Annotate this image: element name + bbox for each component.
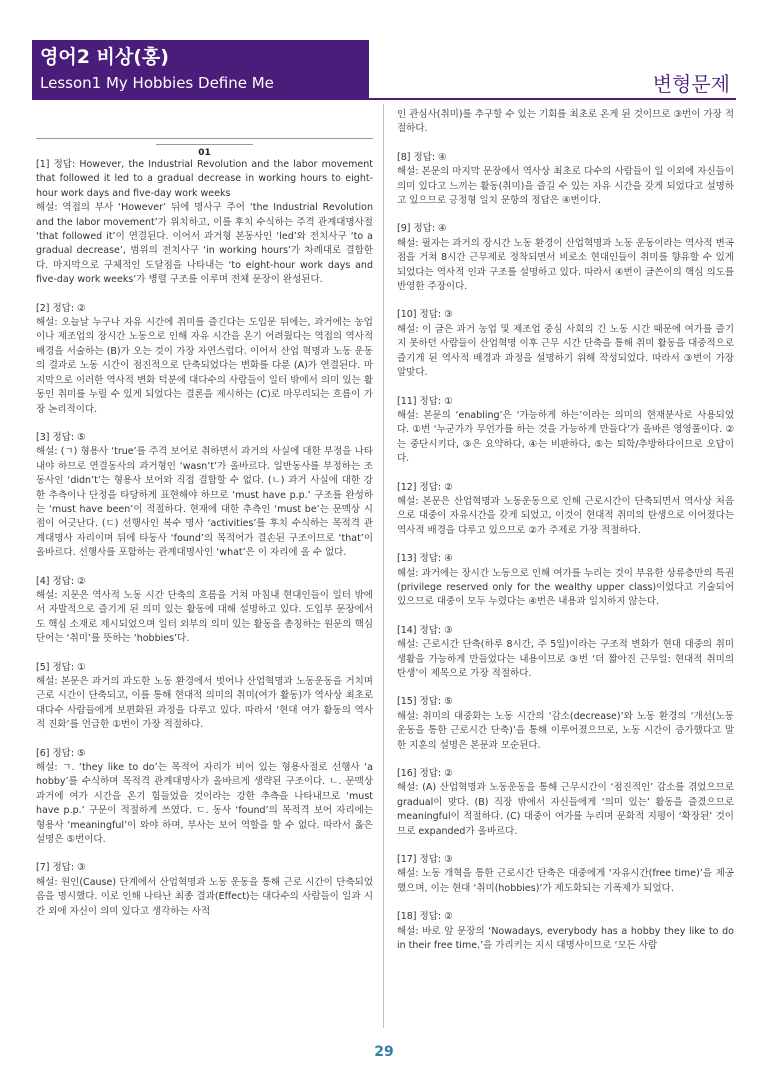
explanation: 해설: 원인(Cause) 단계에서 산업혁명과 노동 운동을 통해 근로 시간이 단축되었음을 명시했다. 이로 인해 나타난 최종 결과(Effect)는 대다수의 사람들이 일과 시간 외에 자신이 의미 있다고 생각하는 사적 bbox=[36, 876, 373, 917]
lesson-title: Lesson1 My Hobbies Define Me bbox=[40, 74, 274, 92]
explanation: 해설: 본문은 산업혁명과 노동운동으로 인해 근로시간이 단축되면서 역사상 처음으로 대중이 자유시간을 갖게 되었고, 이것이 현대적 취미의 탄생으로 이어졌다는 역사적 배경을 다루고 있으므로 ②가 주제로 가장 적절하다. bbox=[397, 495, 734, 536]
answer-item bbox=[397, 308, 734, 380]
explanation: 인 관심사(취미)를 추구할 수 있는 기회를 최초로 온게 된 것이므로 ③번이 가장 적절하다. bbox=[397, 109, 734, 135]
answer-item bbox=[36, 158, 373, 288]
answer-line: [3] 정답: ⑤ bbox=[36, 431, 86, 443]
answer-item bbox=[397, 151, 734, 209]
section-number: 01 bbox=[198, 148, 211, 158]
explanation: 해설: 역접의 부사 ‘However’ 뒤에 명사구 주어 ‘the Industrial Revolution and the labor movement’가 위치하고, 이를 후치 수식하는 주격 관계대명사절 ‘that followed it’이 연결된다. 이어서 과거형 본동사인 ‘led’와 전치사구 ‘to a gradual decrease’, 범위의 전치사구 ‘in working hours’가 차례대로 결합한다. 마지막으로 구체적인 도달점을 나타내는 ‘to eight-hour work days and five-day work weeks’가 병렬 구조를 이루며 전체 문장이 완성된다. bbox=[36, 202, 373, 286]
answer-line: [16] 정답: ② bbox=[397, 768, 453, 780]
left-column bbox=[36, 108, 373, 933]
answer-item bbox=[397, 481, 734, 539]
header-rule bbox=[32, 98, 736, 100]
explanation: 해설: 본문의 ‘enabling’은 ‘가능하게 하는’이라는 의미의 현재분사로 사용되었다. ①번 ‘누군가가 무언가를 하는 것을 가능하게 만들다’가 올바른 영영풀이다. ②는 중단시키다, ③은 요약하다, ④는 비판하다, ⑤는 퇴학/추방하다이므로 오답이다. bbox=[397, 409, 734, 465]
answer-line: [8] 정답: ④ bbox=[397, 151, 447, 163]
section-header bbox=[36, 124, 373, 158]
explanation: 해설: 본문은 과거의 과도한 노동 환경에서 벗어나 산업혁명과 노동운동을 거치며 근로 시간이 단축되고, 이를 통해 현대적 의미의 취미(여가 활동)가 역사상 최초로 대다수 사람들에게 보편화된 과정을 다루고 있다. 따라서 ‘현대 여가 활동의 역사적 진화’를 언급한 ①번이 가장 적절하다. bbox=[36, 676, 373, 731]
answer-item bbox=[36, 661, 373, 733]
answer-line: [12] 정답: ② bbox=[397, 481, 453, 493]
explanation: 해설: ㄱ. ‘they like to do’는 목적어 자리가 비어 있는 형용사절로 선행사 ‘a hobby’를 수식하며 목적격 관계대명사가 올바르게 생략된 구조이다. ㄴ. 문맥상 과거에 여가 시간을 온기 힘들었을 것이라는 강한 추측을 나타내므로 ‘must have p.p.’ 구문이 적절하게 쓰였다. ㄷ. 동사 ‘found’의 목적격 보어 자리에는 형용사 ‘meaningful’이 와야 하며, 부사는 보어 역할을 할 수 없다. 따라서 옳은 설명은 ⑤번이다. bbox=[36, 762, 373, 846]
answer-line: [5] 정답: ① bbox=[36, 661, 86, 673]
explanation: 해설: 노동 개혁을 통한 근로시간 단축은 대중에게 ‘자유시간(free time)’을 제공했으며, 이는 현대 ‘취미(hobbies)’가 제도화되는 기폭제가 되었다. bbox=[397, 868, 734, 894]
explanation: 해설: (A) 산업혁명과 노동운동을 통해 근무시간이 ‘점진적인’ 감소를 겪었으므로 gradual이 맞다. (B) 직장 밖에서 자신들에게 ‘의미 있는’ 활동을 즐겼으므로 meaningful이 적절하다. (C) 대중이 여가를 누리며 문화적 지평이 ‘확장된’ 것이므로 expanded가 올바르다. bbox=[397, 782, 734, 837]
answer-item bbox=[36, 861, 373, 919]
answer-line: [9] 정답: ④ bbox=[397, 223, 447, 235]
answer-line: [15] 정답: ⑤ bbox=[397, 696, 453, 708]
explanation: 해설: 취미의 대중화는 노동 시간의 ‘감소(decrease)’와 노동 환경의 ‘개선(노동운동을 통한 근로시간 단축)’을 통해 이루어졌으므로, 노동 시간이 증가했다고 말한 지훈의 설명은 본문과 모순된다. bbox=[397, 710, 734, 751]
answer-item bbox=[397, 395, 734, 467]
answer-line: [14] 정답: ③ bbox=[397, 624, 453, 636]
explanation: 해설: (ㄱ) 형용사 ‘true’를 주격 보어로 취하면서 과거의 사실에 대한 부정을 나타내야 하므로 연결동사의 과거형인 ‘wasn’t’가 올바르다. 일반동사를 부정하는 조동사인 ‘didn’t’는 형용사 보어와 직접 결합할 수 없다. (ㄴ) 과거 사실에 대한 강한 추측이나 단정을 타당하게 표현해야 하므로 ‘must have p.p.’ 구조를 완성하는 ‘must have been’이 적절하다. 현재에 대한 추측인 ‘must be’는 문맥상 시점이 어긋난다. (ㄷ) 선행사인 복수 명사 ‘activities’를 후치 수식하는 목적격 관계대명사 자리이며 뒤에 타동사 ‘found’의 목적어가 결손된 구조이므로 ‘that’이 올바르다. 선행사를 포함하는 관계대명사인 ‘what’은 이 자리에 올 수 없다. bbox=[36, 446, 373, 559]
answer-line: [18] 정답: ② bbox=[397, 911, 453, 923]
answer-line: [1] 정답: However, the Industrial Revolution and the labor movement that followed it led to a gradual decrease in working hours to eight-hour work days and five-day work weeks bbox=[36, 159, 373, 199]
answer-line: [7] 정답: ③ bbox=[36, 862, 86, 874]
page-number: 29 bbox=[374, 1044, 394, 1060]
explanation: 해설: 바로 앞 문장의 ‘Nowadays, everybody has a hobby they like to do in their free time.’을 가리키는 지시 대명사이므로 ‘모든 사람 bbox=[397, 925, 734, 952]
answer-line: [4] 정답: ② bbox=[36, 575, 86, 587]
answer-item bbox=[36, 747, 373, 848]
answer-item bbox=[36, 302, 373, 417]
explanation: 해설: 지문은 역사적 노동 시간 단축의 흐름을 거쳐 마침내 현대인들이 일터 밖에서 자발적으로 즐기게 된 의미 있는 활동에 대해 설명하고 있다. 도입부 문장에서도 핵심 소재로 제시되었으며 일터 외부의 의미 있는 활동을 총칭하는 원문의 핵심 단어는 ‘취미’를 뜻하는 ‘hobbies’다. bbox=[36, 589, 373, 645]
answer-item bbox=[397, 108, 734, 137]
answer-item bbox=[397, 552, 734, 610]
answer-item bbox=[397, 695, 734, 753]
answer-item bbox=[36, 431, 373, 561]
explanation: 해설: 과거에는 장시간 노동으로 인해 여가를 누리는 것이 부유한 상류층만의 특권(privilege reserved only for the wealthy upper class)이었다고 기술되어 있으므로 대중이 모두 누렸다는 ④번은 내용과 일치하지 않는다. bbox=[397, 567, 734, 608]
answer-line: [13] 정답: ④ bbox=[397, 553, 453, 565]
answer-line: [11] 정답: ① bbox=[397, 395, 453, 407]
answer-item bbox=[397, 222, 734, 294]
explanation: 해설: 필자는 과거의 장시간 노동 환경이 산업혁명과 노동 운동이라는 역사적 변곡점을 거쳐 8시간 근무제로 정착되면서 비로소 현대인들이 취미를 향유할 수 있게 되었다는 역사적 인과 구조를 설명하고 있다. 따라서 ④번이 글쓴이의 핵심 의도를 반영한 주장이다. bbox=[397, 237, 734, 293]
section-tag: 변형문제 bbox=[652, 72, 730, 96]
column-divider bbox=[383, 104, 384, 1028]
answer-item bbox=[397, 624, 734, 682]
answer-item bbox=[397, 853, 734, 896]
answer-line: [6] 정답: ⑤ bbox=[36, 747, 86, 759]
explanation: 해설: 본문의 마지막 문장에서 역사상 최초로 다수의 사람들이 일 이외에 자신들이 의미 있다고 느끼는 활동(취미)을 즐길 수 있는 자유 시간을 갖게 되었다고 설명하고 있으므로 긍정형 일치 문항의 정답은 ④번이다. bbox=[397, 166, 734, 207]
answer-item bbox=[36, 575, 373, 647]
answer-line: [17] 정답: ③ bbox=[397, 854, 453, 866]
explanation: 해설: 오늘날 누구나 자유 시간에 취미를 즐긴다는 도입문 뒤에는, 과거에는 농업이나 제조업의 장시간 노동으로 인해 자유 시간을 온기 어려웠다는 역접의 역사적 배경을 서술하는 (B)가 오는 것이 가장 자연스럽다. 이어서 산업 혁명과 노동 운동의 결과로 노동 시간이 점진적으로 단축되었다는 변화를 다룬 (A)가 연결된다. 마지막으로 이러한 역사적 변화 덕분에 대다수의 사람들이 일터 밖에서 의미 있는 활동인 취미를 누릴 수 있게 되었다는 결론을 제시하는 (C)로 마무리되는 흐름이 가장 논리적이다. bbox=[36, 317, 373, 415]
answer-item bbox=[397, 767, 734, 839]
explanation: 해설: 근로시간 단축(하루 8시간, 주 5일)이라는 구조적 변화가 현대 대중의 취미 생활을 가능하게 만들었다는 내용이므로 ③번 ‘더 짧아진 근무일: 현대적 취미의 탄생’이 제목으로 가장 적절하다. bbox=[397, 639, 734, 679]
book-title: 영어2 비상(홍) bbox=[40, 46, 169, 68]
answer-line: [2] 정답: ② bbox=[36, 302, 86, 314]
explanation: 해설: 이 글은 과거 농업 및 제조업 중심 사회의 긴 노동 시간 때문에 여가를 즐기지 못하던 사람들이 산업혁명 이후 근무 시간 단축을 통해 취미 활동을 대중적으로 즐기게 된 역사적 배경과 과정을 설명하기 위해 작성되었다. 따라서 ③번이 가장 알맞다. bbox=[397, 323, 734, 379]
right-column bbox=[397, 108, 734, 968]
answer-item bbox=[397, 910, 734, 953]
answer-line: [10] 정답: ③ bbox=[397, 309, 453, 321]
